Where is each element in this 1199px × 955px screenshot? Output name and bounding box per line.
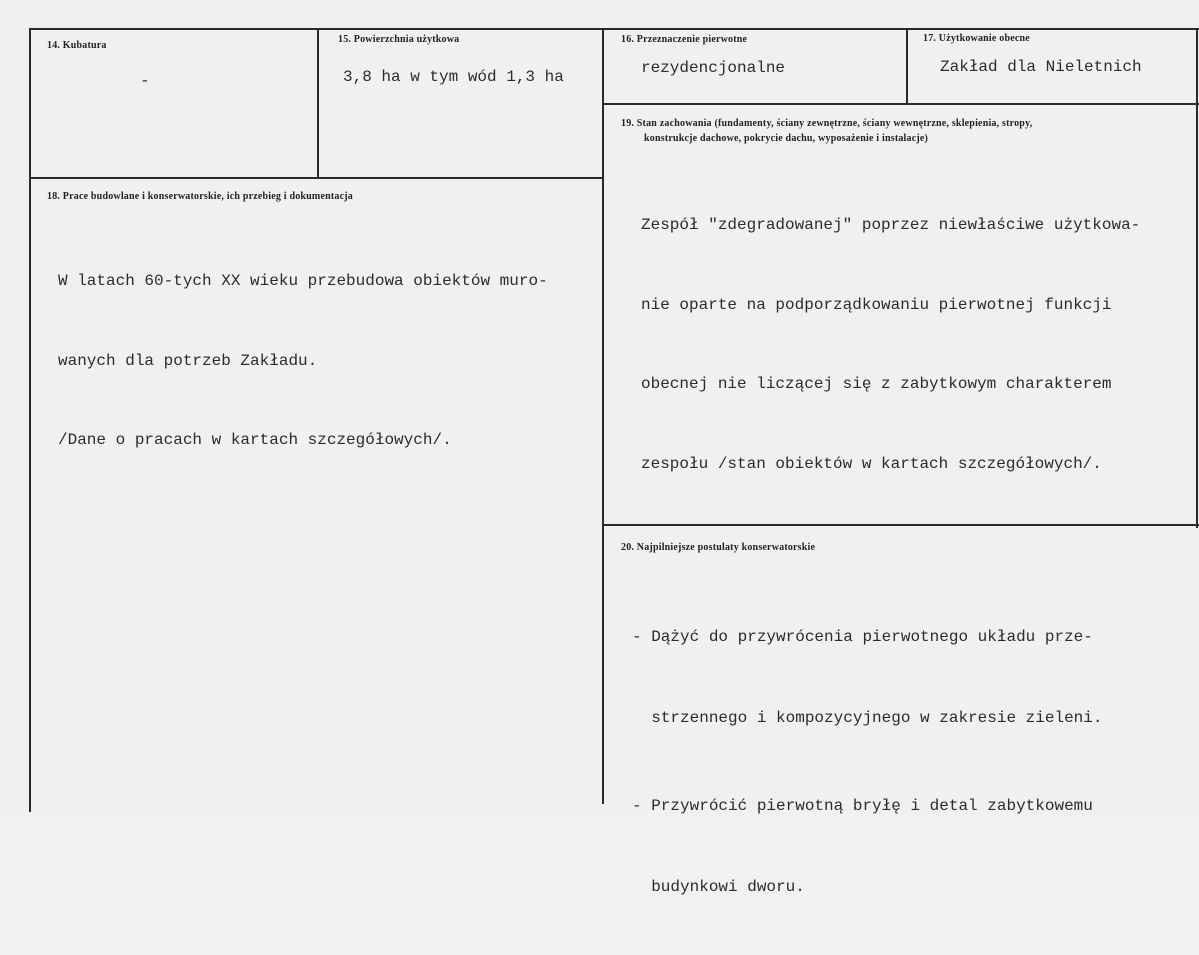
field-16-label: 16. Przeznaczenie pierwotne <box>621 34 748 45</box>
field-15-label: 15. Powierzchnia użytkowa <box>338 34 460 45</box>
field-19-label <box>621 116 1032 146</box>
field-14-value: - <box>140 72 150 90</box>
field-14-label: 14. Kubatura <box>47 40 107 51</box>
field-20-line: - Przywrócić pierwotną bryłę i detal zabytkowemu <box>632 797 1093 815</box>
field-20-line: budynkowi dworu. <box>632 878 805 896</box>
field-19-label-line: 19. Stan zachowania (fundamenty, ściany zewnętrzne, ściany wewnętrzne, sklepienia, stropy, <box>621 118 1033 129</box>
field-20-label: 20. Najpilniejsze postulaty konserwatorskie <box>621 542 816 553</box>
field-19-line: Zespół "zdegradowanej" poprzez niewłaściwe użytkowa- <box>641 216 1141 234</box>
field-18-line: /Dane o pracach w kartach szczegółowych/. <box>58 431 452 449</box>
field-18-line: W latach 60-tych XX wieku przebudowa obiektów muro- <box>58 272 548 290</box>
top-border <box>30 28 1199 30</box>
divider-top-row-right <box>603 103 1199 105</box>
field-18-label: 18. Prace budowlane i konserwatorskie, ich przebieg i dokumentacja <box>47 191 353 202</box>
divider-15-16 <box>602 28 604 804</box>
field-17-label: 17. Użytkowanie obecne <box>923 33 1030 44</box>
field-19-line: zespołu /stan obiektów w kartach szczegółowych/. <box>641 454 1102 473</box>
divider-16-17 <box>906 28 908 104</box>
field-15-value: 3,8 ha w tym wód 1,3 ha <box>343 68 564 86</box>
field-19-line: nie oparte na podporządkowaniu pierwotnej funkcji <box>641 295 1112 314</box>
field-19-line: obecnej nie liczącej się z zabytkowym charakterem <box>641 375 1112 393</box>
field-18-line: wanych dla potrzeb Zakładu. <box>58 351 318 370</box>
field-20-line: strzennego i kompozycyjnego w zakresie zieleni. <box>632 709 1103 727</box>
field-20-text <box>632 570 1102 955</box>
divider-row-18 <box>30 177 604 179</box>
field-19-label-line: konstrukcje dachowe, pokrycie dachu, wyposażenie i instalacje) <box>644 133 929 144</box>
field-17-value: Zakład dla Nieletnich <box>940 58 1142 76</box>
field-19-text <box>641 159 1140 530</box>
field-20-line: - Dążyć do przywrócenia pierwotnego układu prze- <box>632 628 1093 646</box>
right-border <box>1196 28 1198 528</box>
field-18-text <box>58 215 548 507</box>
field-16-value: rezydencjonalne <box>641 59 786 77</box>
left-border <box>29 28 31 812</box>
divider-14-15 <box>317 28 319 178</box>
